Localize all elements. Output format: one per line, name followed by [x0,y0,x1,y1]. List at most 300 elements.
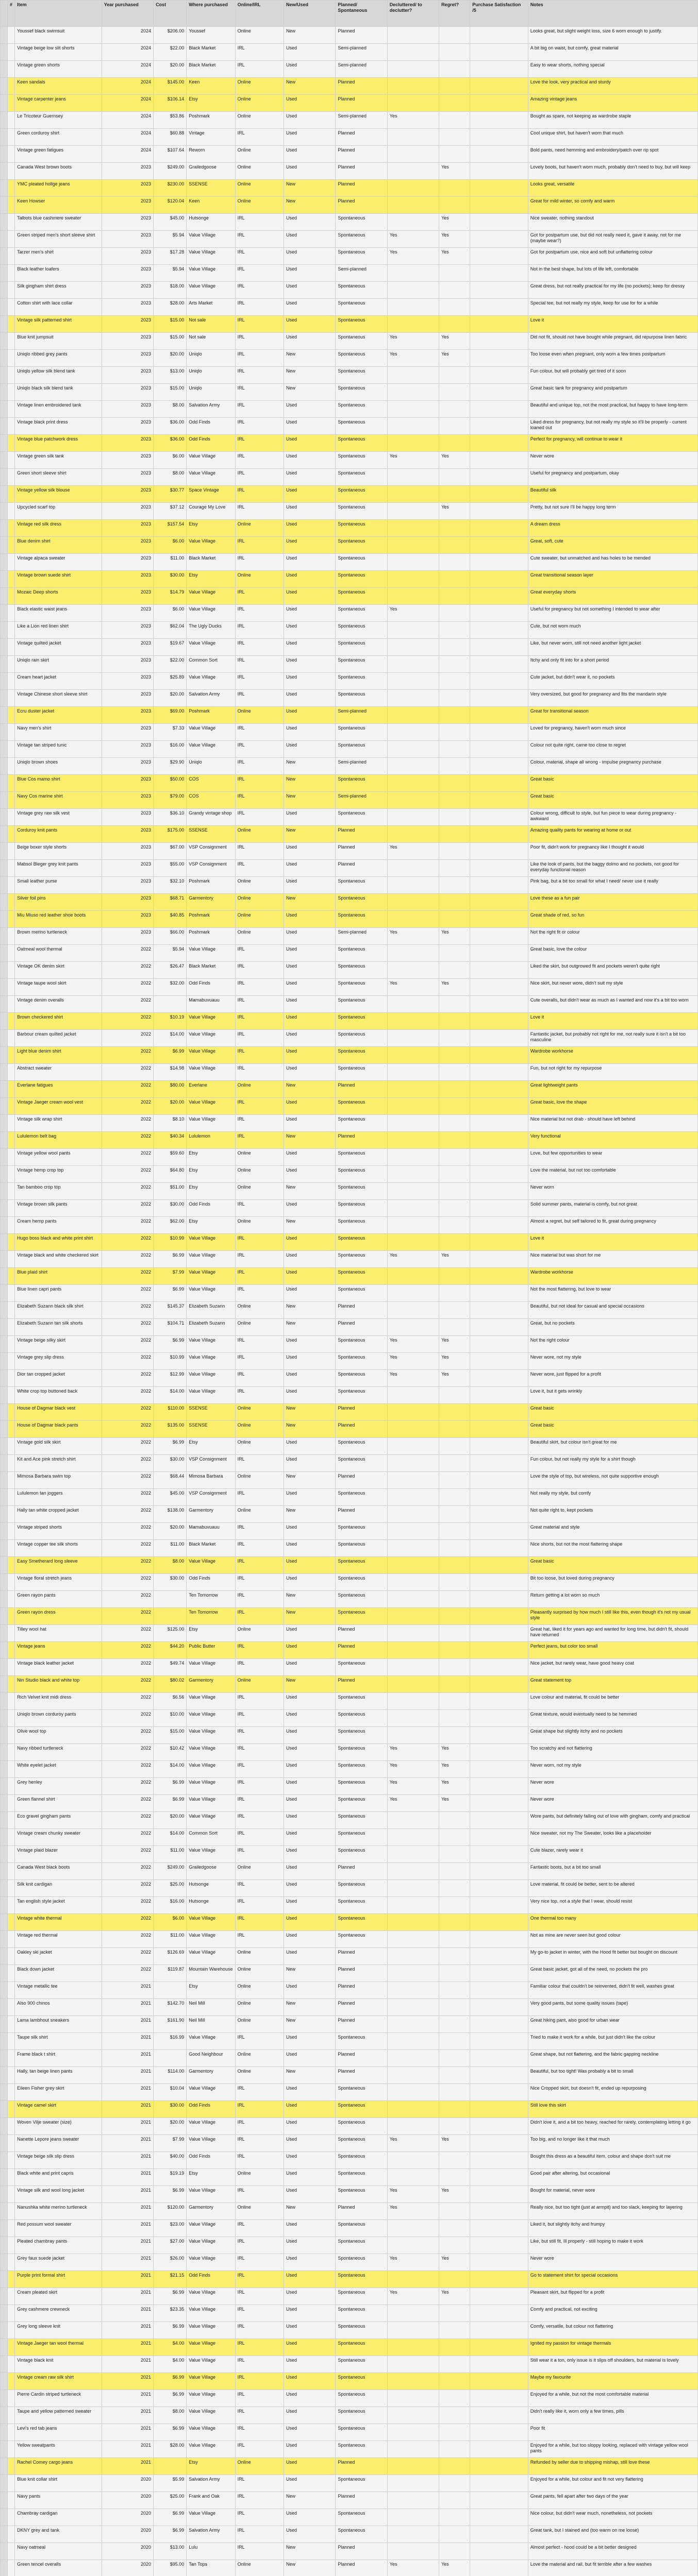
cell-new-used[interactable]: New [284,894,335,911]
cell-item[interactable]: Vintage carpenter jeans [15,95,102,112]
cell-number[interactable] [8,2203,15,2220]
cell-new-used[interactable]: New [284,792,335,809]
cell-decluttered[interactable] [387,1642,439,1659]
cell-index[interactable] [1,1642,8,1659]
cell-new-used[interactable]: New [284,367,335,384]
cell-satisfaction[interactable] [470,1047,528,1064]
cell-index[interactable] [1,316,8,333]
cell-new-used[interactable]: Used [284,61,335,78]
cell-new-used[interactable]: Used [284,588,335,605]
cell-cost[interactable]: $68.71 [154,894,187,911]
cell-number[interactable] [8,2152,15,2169]
cell-number[interactable] [8,2101,15,2118]
cell-where[interactable]: Value Village [187,248,235,265]
cell-new-used[interactable]: New [284,1081,335,1098]
cell-index[interactable] [1,486,8,503]
cell-number[interactable] [8,401,15,418]
cell-index[interactable] [1,1047,8,1064]
cell-planned[interactable]: Planned [336,2560,387,2576]
cell-number[interactable] [8,1727,15,1744]
cell-item[interactable]: Navy oatmeal [15,2543,102,2560]
cell-satisfaction[interactable] [470,2560,528,2576]
cell-index[interactable] [1,741,8,758]
cell-index[interactable] [1,2526,8,2543]
cell-online-irl[interactable]: Online [235,1183,284,1200]
header-corner[interactable] [1,1,8,27]
cell-planned[interactable]: Spontaneous [336,486,387,503]
cell-satisfaction[interactable] [470,2475,528,2492]
cell-decluttered[interactable] [387,2118,439,2135]
cell-notes[interactable]: Like the look of pants, but the baggy dolmo and no pockets, not good for everyday functional reason [528,860,697,877]
cell-satisfaction[interactable] [470,741,528,758]
cell-notes[interactable]: Love the material, but not too comfortable [528,1166,697,1183]
cell-index[interactable] [1,214,8,231]
cell-cost[interactable]: $6.99 [154,1251,187,1268]
cell-number[interactable] [8,724,15,741]
cell-satisfaction[interactable] [470,146,528,163]
cell-item[interactable]: Green flannel shirt [15,1795,102,1812]
cell-notes[interactable]: Never wore, not my style [528,1353,697,1370]
cell-cost[interactable]: $53.86 [154,112,187,129]
cell-index[interactable] [1,1897,8,1914]
cell-planned[interactable]: Planned [336,146,387,163]
cell-new-used[interactable]: Used [284,1166,335,1183]
cell-year[interactable]: 2021 [102,2322,153,2339]
cell-item[interactable]: Pleated chambray pants [15,2237,102,2254]
cell-notes[interactable]: Enjoyed for a while, but colour and fit not very flattering [528,2475,697,2492]
cell-decluttered[interactable] [387,2169,439,2186]
cell-cost[interactable]: $21.15 [154,2271,187,2288]
cell-index[interactable] [1,1081,8,1098]
cell-index[interactable] [1,2169,8,2186]
cell-notes[interactable]: Liked dress for pregnancy, but not really my style so it'll be properly - current loaned out [528,418,697,435]
cell-cost[interactable]: $13.00 [154,2543,187,2560]
cell-cost[interactable]: $30.00 [154,1574,187,1591]
cell-regret[interactable] [439,945,470,962]
cell-new-used[interactable]: Used [284,2135,335,2152]
cell-satisfaction[interactable] [470,1982,528,1999]
cell-decluttered[interactable] [387,1421,439,1438]
cell-satisfaction[interactable] [470,2237,528,2254]
cell-regret[interactable] [439,2322,470,2339]
cell-regret[interactable] [439,2101,470,2118]
cell-regret[interactable] [439,622,470,639]
cell-planned[interactable]: Spontaneous [336,1387,387,1404]
cell-notes[interactable]: Never worn, not my style [528,1761,697,1778]
cell-decluttered[interactable] [387,401,439,418]
cell-online-irl[interactable]: Online [235,2458,284,2475]
cell-new-used[interactable]: Used [284,2084,335,2101]
cell-online-irl[interactable]: Online [235,1999,284,2016]
cell-notes[interactable]: Got for postpartum use, nice and soft but unflattering colour [528,248,697,265]
cell-number[interactable] [8,1591,15,1608]
cell-index[interactable] [1,1829,8,1846]
cell-regret[interactable] [439,894,470,911]
cell-index[interactable] [1,265,8,282]
cell-number[interactable] [8,775,15,792]
cell-planned[interactable]: Spontaneous [336,1438,387,1455]
cell-index[interactable] [1,1268,8,1285]
cell-regret[interactable] [439,2492,470,2509]
cell-index[interactable] [1,1982,8,1999]
cell-cost[interactable]: $8.00 [154,2407,187,2424]
cell-number[interactable] [8,928,15,945]
cell-online-irl[interactable]: Online [235,1319,284,1336]
cell-item[interactable]: Easy Smetherard long sleeve [15,1557,102,1574]
cell-where[interactable]: Black Market [187,61,235,78]
cell-new-used[interactable]: Used [284,877,335,894]
cell-online-irl[interactable]: IRL [235,265,284,282]
cell-satisfaction[interactable] [470,299,528,316]
cell-number[interactable] [8,2135,15,2152]
cell-new-used[interactable]: Used [284,1149,335,1166]
cell-planned[interactable]: Spontaneous [336,911,387,928]
cell-decluttered[interactable] [387,1098,439,1115]
cell-index[interactable] [1,1149,8,1166]
cell-new-used[interactable]: Used [284,44,335,61]
cell-satisfaction[interactable] [470,95,528,112]
cell-decluttered[interactable] [387,2509,439,2526]
cell-index[interactable] [1,673,8,690]
cell-planned[interactable]: Spontaneous [336,996,387,1013]
cell-where[interactable]: Value Village [187,1914,235,1931]
cell-item[interactable]: Uniqlo black silk blend tank [15,384,102,401]
cell-satisfaction[interactable] [470,2254,528,2271]
cell-planned[interactable]: Spontaneous [336,945,387,962]
cell-notes[interactable]: Love, but few opportunities to wear [528,1149,697,1166]
cell-planned[interactable]: Spontaneous [336,520,387,537]
cell-new-used[interactable]: Used [284,2305,335,2322]
cell-year[interactable]: 2022 [102,1064,153,1081]
cell-index[interactable] [1,2237,8,2254]
cell-satisfaction[interactable] [470,690,528,707]
cell-new-used[interactable]: New [284,758,335,775]
cell-year[interactable]: 2021 [102,2135,153,2152]
cell-notes[interactable]: Love it [528,1013,697,1030]
cell-year[interactable]: 2022 [102,1030,153,1047]
cell-online-irl[interactable]: IRL [235,1336,284,1353]
cell-satisfaction[interactable] [470,1523,528,1540]
cell-number[interactable] [8,1353,15,1370]
cell-notes[interactable]: Great for mild winter, so comfy and warm [528,197,697,214]
cell-decluttered[interactable] [387,1149,439,1166]
cell-year[interactable]: 2023 [102,690,153,707]
cell-number[interactable] [8,707,15,724]
cell-number[interactable] [8,2237,15,2254]
cell-number[interactable] [8,945,15,962]
cell-item[interactable]: Vintage brown silk pants [15,1200,102,1217]
cell-decluttered[interactable] [387,1115,439,1132]
cell-item[interactable]: Grey henley [15,1778,102,1795]
cell-satisfaction[interactable] [470,2288,528,2305]
cell-decluttered[interactable]: Yes [387,928,439,945]
cell-number[interactable] [8,2067,15,2084]
cell-number[interactable] [8,639,15,656]
cell-new-used[interactable]: Used [284,1353,335,1370]
cell-decluttered[interactable] [387,1523,439,1540]
cell-decluttered[interactable]: Yes [387,350,439,367]
cell-item[interactable]: Vintage beige silk slip dress [15,2152,102,2169]
header-notes[interactable]: Notes [528,1,697,27]
cell-cost[interactable]: $7.99 [154,2135,187,2152]
cell-item[interactable]: Ecru duster jacket [15,707,102,724]
cell-where[interactable]: Odd Finds [187,2271,235,2288]
cell-decluttered[interactable] [387,1285,439,1302]
cell-new-used[interactable]: New [284,1591,335,1608]
cell-where[interactable]: Value Village [187,537,235,554]
cell-planned[interactable]: Spontaneous [336,2339,387,2356]
cell-satisfaction[interactable] [470,2186,528,2203]
cell-item[interactable]: Uniqlo ribbed grey pants [15,350,102,367]
cell-online-irl[interactable]: IRL [235,1642,284,1659]
cell-number[interactable] [8,316,15,333]
cell-where[interactable]: Odd Finds [187,1200,235,1217]
cell-number[interactable] [8,1438,15,1455]
cell-cost[interactable]: $25.00 [154,1880,187,1897]
cell-online-irl[interactable]: IRL [235,1727,284,1744]
cell-regret[interactable] [439,418,470,435]
cell-index[interactable] [1,877,8,894]
cell-planned[interactable]: Spontaneous [336,1217,387,1234]
cell-online-irl[interactable]: IRL [235,758,284,775]
cell-index[interactable] [1,588,8,605]
cell-decluttered[interactable] [387,1608,439,1625]
cell-where[interactable]: Value Village [187,469,235,486]
cell-index[interactable] [1,979,8,996]
cell-satisfaction[interactable] [470,962,528,979]
cell-cost[interactable]: $29.90 [154,758,187,775]
cell-notes[interactable]: Never wore [528,452,697,469]
cell-decluttered[interactable] [387,2084,439,2101]
cell-where[interactable]: Value Village [187,1336,235,1353]
cell-number[interactable] [8,1812,15,1829]
cell-planned[interactable]: Spontaneous [336,1880,387,1897]
cell-where[interactable]: Ten Tomorrow [187,1591,235,1608]
cell-regret[interactable] [439,44,470,61]
cell-cost[interactable]: $10.42 [154,1744,187,1761]
cell-notes[interactable]: Looks great, but slight weight loss, size 6 worn enough to justify. [528,27,697,44]
cell-year[interactable]: 2021 [102,2407,153,2424]
cell-notes[interactable]: Great shape, but not flattering, and the fabric gapping neckline [528,2050,697,2067]
cell-index[interactable] [1,146,8,163]
cell-notes[interactable]: Enjoyed for a while, but not the most comfortable material [528,2390,697,2407]
cell-notes[interactable]: Colour, material, shape all wrong - impulse pregnancy purchase [528,758,697,775]
cell-number[interactable] [8,826,15,843]
cell-online-irl[interactable]: IRL [235,673,284,690]
cell-number[interactable] [8,1319,15,1336]
cell-online-irl[interactable]: Online [235,1965,284,1982]
cell-online-irl[interactable]: Online [235,146,284,163]
cell-number[interactable] [8,1642,15,1659]
cell-item[interactable]: Light blue denim shirt [15,1047,102,1064]
cell-decluttered[interactable] [387,282,439,299]
cell-notes[interactable]: Nice sweater, not my The Sweater, looks like a placeholder [528,1829,697,1846]
cell-online-irl[interactable]: IRL [235,1880,284,1897]
cell-notes[interactable]: Great, soft, cute [528,537,697,554]
cell-online-irl[interactable]: Online [235,163,284,180]
cell-satisfaction[interactable] [470,996,528,1013]
cell-satisfaction[interactable] [470,1659,528,1676]
cell-new-used[interactable]: Used [284,2237,335,2254]
cell-regret[interactable] [439,435,470,452]
cell-satisfaction[interactable] [470,1319,528,1336]
cell-item[interactable]: Vintage alpaca sweater [15,554,102,571]
cell-number[interactable] [8,2356,15,2373]
cell-number[interactable] [8,27,15,44]
cell-regret[interactable] [439,1506,470,1523]
cell-notes[interactable]: Nice material but was short for me [528,1251,697,1268]
cell-cost[interactable]: $59.60 [154,1149,187,1166]
cell-online-irl[interactable]: IRL [235,2152,284,2169]
cell-where[interactable]: Arts Market [187,299,235,316]
cell-planned[interactable]: Planned [336,1676,387,1693]
cell-where[interactable]: Garmentory [187,1676,235,1693]
cell-index[interactable] [1,1999,8,2016]
cell-decluttered[interactable]: Yes [387,333,439,350]
cell-online-irl[interactable]: IRL [235,2356,284,2373]
cell-number[interactable] [8,2424,15,2441]
cell-cost[interactable]: $20.00 [154,1098,187,1115]
cell-item[interactable]: Navy men's shirt [15,724,102,741]
cell-notes[interactable]: Bought as spare, not keeping as wardrobe staple [528,112,697,129]
cell-year[interactable]: 2021 [102,2339,153,2356]
cell-index[interactable] [1,1013,8,1030]
cell-item[interactable]: Keen Howser [15,197,102,214]
cell-satisfaction[interactable] [470,1591,528,1608]
cell-satisfaction[interactable] [470,554,528,571]
cell-number[interactable] [8,2033,15,2050]
cell-planned[interactable]: Planned [336,1472,387,1489]
cell-online-irl[interactable]: IRL [235,1370,284,1387]
cell-number[interactable] [8,622,15,639]
cell-number[interactable] [8,2339,15,2356]
cell-number[interactable] [8,1574,15,1591]
cell-online-irl[interactable]: IRL [235,1659,284,1676]
cell-cost[interactable]: $6.00 [154,452,187,469]
cell-item[interactable]: Le Tricoteur Guernsey [15,112,102,129]
cell-regret[interactable] [439,571,470,588]
cell-regret[interactable]: Yes [439,2135,470,2152]
cell-item[interactable]: Blue knit jumpsuit [15,333,102,350]
cell-where[interactable]: Value Village [187,1812,235,1829]
cell-year[interactable]: 2023 [102,503,153,520]
cell-online-irl[interactable]: IRL [235,452,284,469]
cell-online-irl[interactable]: IRL [235,2424,284,2441]
cell-regret[interactable] [439,1183,470,1200]
cell-new-used[interactable]: Used [284,707,335,724]
cell-cost[interactable]: $25.00 [154,2492,187,2509]
cell-cost[interactable]: $249.00 [154,163,187,180]
cell-item[interactable]: Barbour cream quilted jacket [15,1030,102,1047]
cell-planned[interactable]: Planned [336,2067,387,2084]
cell-planned[interactable]: Semi-planned [336,61,387,78]
cell-decluttered[interactable] [387,2458,439,2475]
cell-cost[interactable]: $62.04 [154,622,187,639]
cell-planned[interactable]: Spontaneous [336,469,387,486]
cell-satisfaction[interactable] [470,316,528,333]
cell-notes[interactable]: Bought this dress as a beautiful item, colour and shape don't suit me [528,2152,697,2169]
cell-online-irl[interactable]: IRL [235,231,284,248]
cell-index[interactable] [1,1608,8,1625]
cell-year[interactable]: 2022 [102,1625,153,1642]
cell-notes[interactable]: Colour wrong, difficult to style, but fun piece to wear during pregnancy - awkward [528,809,697,826]
cell-cost[interactable]: $7.99 [154,1268,187,1285]
cell-decluttered[interactable] [387,1982,439,1999]
cell-item[interactable]: Woven Vilje sweater (size) [15,2118,102,2135]
cell-decluttered[interactable] [387,44,439,61]
cell-item[interactable]: Cotton shirt with lace collar [15,299,102,316]
cell-item[interactable]: Red possum wool sweater [15,2220,102,2237]
cell-item[interactable]: Vintage grey raw silk vest [15,809,102,826]
cell-online-irl[interactable]: Online [235,112,284,129]
cell-planned[interactable]: Spontaneous [336,1727,387,1744]
cell-where[interactable]: Value Village [187,2254,235,2271]
cell-satisfaction[interactable] [470,1132,528,1149]
cell-cost[interactable]: $4.00 [154,2356,187,2373]
cell-cost[interactable]: $6.99 [154,2509,187,2526]
cell-online-irl[interactable]: Online [235,1438,284,1455]
cell-where[interactable]: Value Village [187,2339,235,2356]
cell-regret[interactable] [439,180,470,197]
cell-year[interactable]: 2022 [102,1455,153,1472]
cell-notes[interactable]: Wardrobe workhorse [528,1268,697,1285]
cell-notes[interactable]: Never worn [528,1183,697,1200]
cell-regret[interactable] [439,2373,470,2390]
cell-decluttered[interactable] [387,1047,439,1064]
cell-planned[interactable]: Spontaneous [336,2118,387,2135]
cell-planned[interactable]: Spontaneous [336,1251,387,1268]
cell-item[interactable]: Black leather loafers [15,265,102,282]
cell-cost[interactable]: $26.47 [154,962,187,979]
cell-decluttered[interactable] [387,1846,439,1863]
cell-index[interactable] [1,1285,8,1302]
cell-year[interactable]: 2022 [102,1897,153,1914]
cell-where[interactable]: Etsy [187,2169,235,2186]
cell-cost[interactable]: $206.00 [154,27,187,44]
cell-where[interactable]: Value Village [187,1387,235,1404]
cell-satisfaction[interactable] [470,129,528,146]
cell-number[interactable] [8,350,15,367]
cell-satisfaction[interactable] [470,1336,528,1353]
cell-satisfaction[interactable] [470,1404,528,1421]
cell-number[interactable] [8,2543,15,2560]
cell-satisfaction[interactable] [470,1285,528,1302]
cell-planned[interactable]: Spontaneous [336,2033,387,2050]
cell-index[interactable] [1,1914,8,1931]
cell-item[interactable]: Green tencel overalls [15,2560,102,2576]
cell-index[interactable] [1,707,8,724]
cell-index[interactable] [1,1489,8,1506]
cell-index[interactable] [1,2203,8,2220]
cell-index[interactable] [1,1064,8,1081]
cell-index[interactable] [1,1693,8,1710]
cell-notes[interactable]: Good pair after altering, but occasional [528,2169,697,2186]
cell-new-used[interactable]: New [284,350,335,367]
cell-cost[interactable]: $13.00 [154,367,187,384]
cell-year[interactable]: 2020 [102,2543,153,2560]
cell-where[interactable]: Value Village [187,2135,235,2152]
cell-planned[interactable]: Spontaneous [336,877,387,894]
cell-item[interactable]: Vintage striped shorts [15,1523,102,1540]
cell-planned[interactable]: Spontaneous [336,1591,387,1608]
cell-satisfaction[interactable] [470,588,528,605]
cell-planned[interactable]: Spontaneous [336,2254,387,2271]
cell-item[interactable]: Vintage Jaeger tan wool thermal [15,2339,102,2356]
cell-year[interactable]: 2022 [102,1421,153,1438]
cell-index[interactable] [1,2186,8,2203]
cell-item[interactable]: Lululemon belt bag [15,1132,102,1149]
cell-notes[interactable]: Beautiful and unique top, not the most practical, but happy to have long-term [528,401,697,418]
